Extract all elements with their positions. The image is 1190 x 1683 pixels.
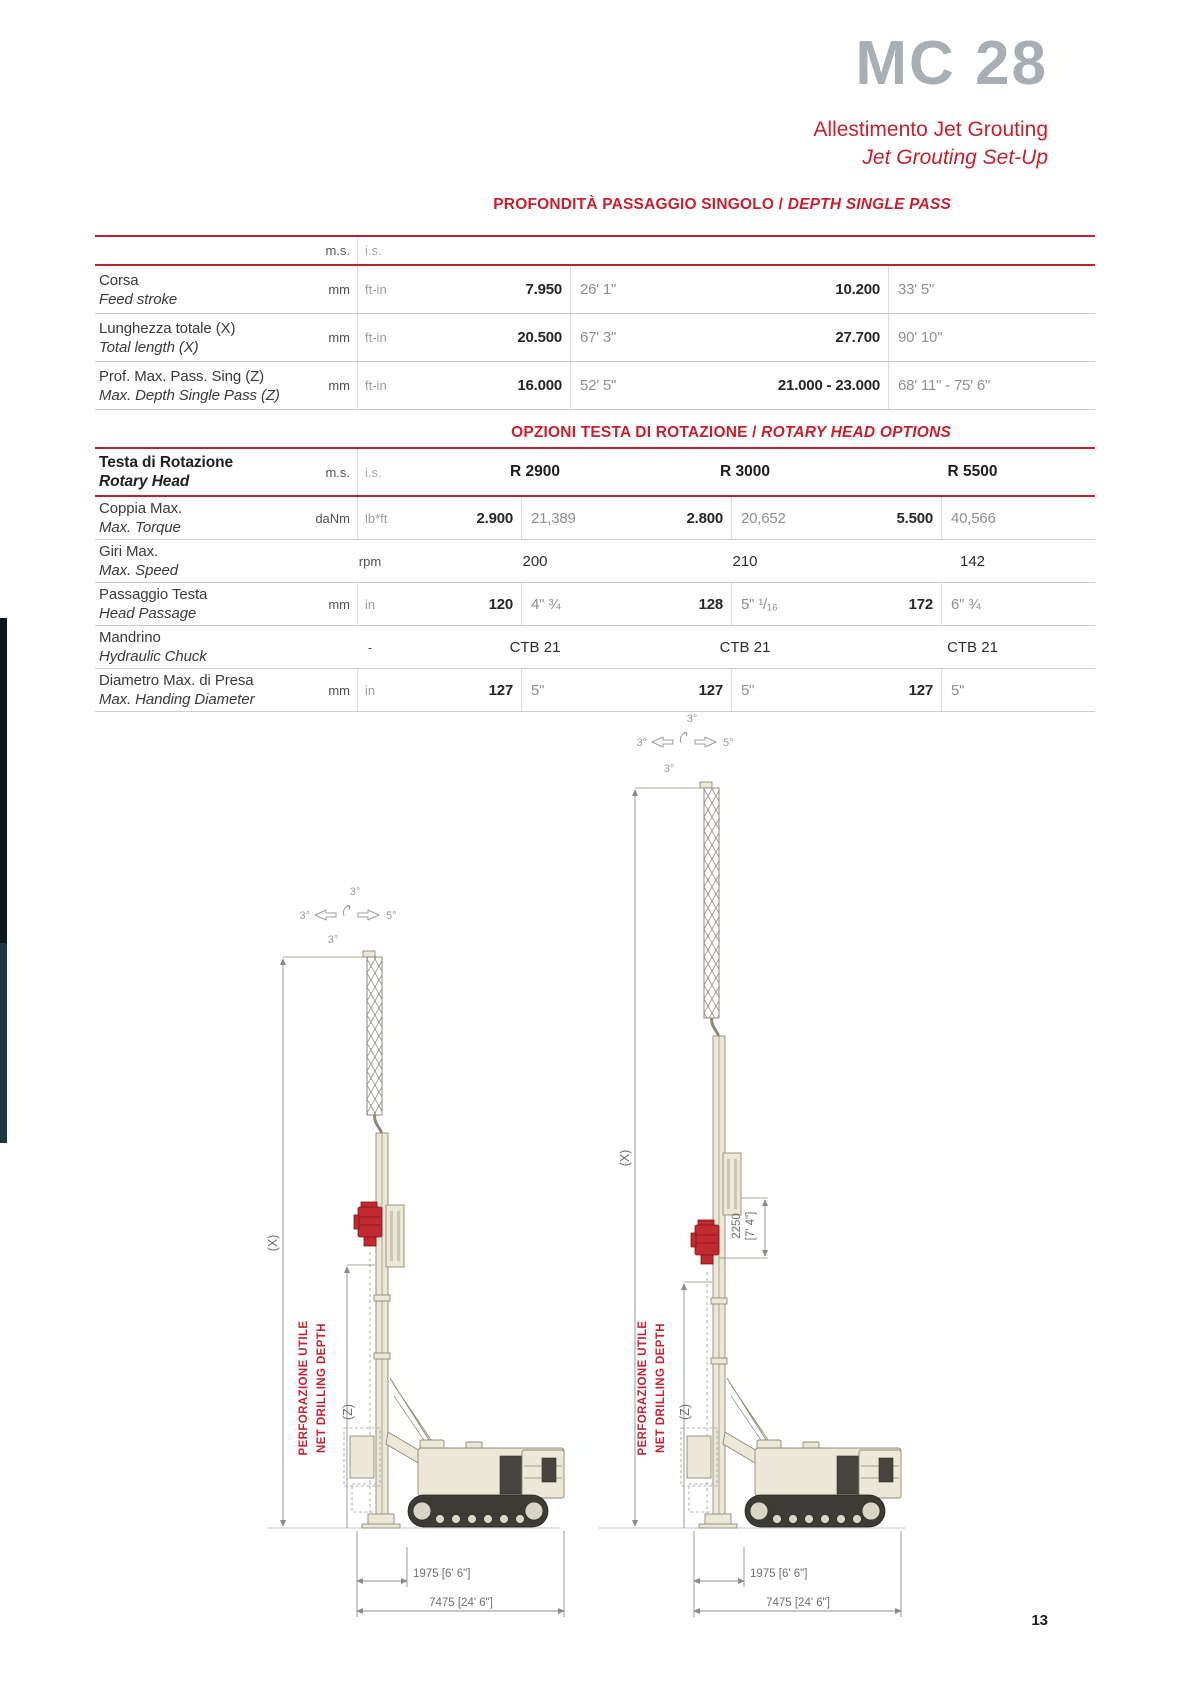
rig-drawing-tall-mast (588, 698, 910, 1625)
angle-top-label: 3° (686, 713, 698, 725)
cell-value-imperial: 90' 10" (888, 314, 1095, 361)
row-label-en: Total length (X) (99, 338, 199, 356)
cell-value-imperial: 21,389 (521, 497, 640, 539)
angle-bottom-label: 3° (327, 934, 339, 946)
angle-top-label: 3° (349, 886, 361, 898)
cell-value-metric: 127 (908, 681, 933, 699)
rotary-table-title (95, 424, 951, 442)
cell-value-imperial: 33' 5" (888, 266, 1095, 313)
row-label-it: Passaggio Testa (99, 586, 208, 603)
cell-value-imperial: 67' 3" (570, 314, 746, 361)
row-label (95, 314, 320, 361)
tilt-left-arrow-icon (652, 737, 673, 747)
cell-value: CTB 21 (947, 638, 998, 656)
rig-drawing-short-mast (255, 875, 565, 1625)
cell-unit-imperial: lb*ft (357, 497, 430, 539)
cell-unit: rpm (358, 553, 382, 569)
dim-x-label: (X) (618, 1149, 632, 1167)
cell-value-imperial: 5" (941, 669, 1095, 711)
row-label-it: Mandrino (99, 629, 161, 646)
table-row (95, 626, 1095, 669)
cell-value-metric: 20.500 (517, 329, 562, 346)
cell-value-imperial: 4" ¾ (521, 583, 640, 625)
row-label-en: Hydraulic Chuck (99, 648, 207, 665)
row-label (95, 669, 310, 711)
cell-value-metric: 120 (488, 595, 513, 613)
dim-7475-label: 7475 [24' 6"] (429, 1597, 493, 1609)
cell-value: CTB 21 (509, 638, 561, 656)
cell-unit-metric: daNm (315, 510, 350, 526)
mast-tilt-annotation (299, 886, 396, 946)
cell-value-metric: 127 (488, 681, 513, 699)
cell-unit-metric: mm (328, 596, 350, 612)
row-label (95, 583, 310, 625)
subtitle-english: Jet Grouting Set-Up (862, 146, 1048, 169)
cell-value-imperial: 40,566 (941, 497, 1095, 539)
row-label (95, 540, 310, 582)
row-label-it: Coppia Max. (99, 500, 183, 517)
angle-left-label: 3° (636, 737, 647, 749)
cell-value-imperial: 5" ¹/₁₆ (731, 583, 850, 625)
header-spacer (746, 237, 888, 264)
row-label-it: Giri Max. (99, 543, 159, 560)
depth-table (95, 235, 1095, 410)
table-row (95, 314, 1095, 362)
cell-value: 142 (959, 552, 986, 570)
cell-unit-metric: mm (328, 378, 350, 393)
row-label-en: Max. Handing Diameter (99, 691, 255, 708)
page-edge-tab-blue (0, 943, 7, 1143)
subtitle-italian: Allestimento Jet Grouting (813, 118, 1048, 141)
depth-table-header (95, 237, 1095, 266)
row-label-en: Head Passage (99, 605, 197, 622)
mast-tilt-annotation (636, 713, 733, 775)
tilt-left-arrow-icon (315, 910, 336, 920)
model-title: MC 28 (855, 29, 1048, 98)
mast-carriage (386, 1205, 404, 1267)
net-drilling-depth-en: NET DRILLING DEPTH (316, 1323, 328, 1453)
page-number: 13 (1031, 1612, 1048, 1629)
col-imperial: i.s. (357, 237, 430, 264)
dim-z-label: (Z) (341, 1404, 355, 1420)
cell-unit-imperial: in (357, 583, 430, 625)
net-drilling-depth-en: NET DRILLING DEPTH (655, 1323, 667, 1453)
cell-value-metric: 7.950 (525, 281, 562, 298)
header-label-en: Rotary Head (99, 473, 190, 490)
cell-unit-imperial: ft-in (357, 266, 430, 313)
cell-value-imperial: 20,652 (731, 497, 850, 539)
row-label-en: Max. Depth Single Pass (Z) (99, 386, 280, 404)
page-edge-tab-dark (0, 618, 7, 943)
cell-value-metric: 2.800 (686, 509, 723, 527)
header-spacer (570, 237, 746, 264)
title-en: DEPTH SINGLE PASS (787, 196, 951, 213)
dim-1975-label: 1975 [6' 6"] (413, 1568, 471, 1580)
cell-unit-imperial: ft-in (357, 362, 430, 409)
row-label (95, 266, 320, 313)
mast (691, 782, 741, 1523)
col-metric: m.s. (325, 243, 350, 258)
cell-unit-metric: mm (328, 282, 350, 297)
cell-value-metric: 21.000 - 23.000 (777, 377, 880, 394)
cell-value-metric: 27.700 (835, 329, 880, 346)
cell-value-imperial: 52' 5" (570, 362, 746, 409)
angle-right-label: 5° (723, 737, 734, 749)
dimension-z (298, 1265, 375, 1528)
angle-left-label: 3° (299, 910, 310, 922)
tilt-rotation-arrow-icon (343, 905, 350, 916)
table-row (95, 497, 1095, 540)
cell-value-metric: 128 (698, 595, 723, 613)
row-label-en: Max. Speed (99, 562, 179, 579)
table-row (95, 266, 1095, 314)
cell-value-metric: 10.200 (835, 281, 880, 298)
header-spacer (430, 237, 570, 264)
cell-value-imperial: 5" (731, 669, 850, 711)
mast-carriage (723, 1153, 741, 1215)
header-spacer (888, 237, 1095, 264)
dimension-z (637, 1282, 712, 1528)
cell-value-metric: 5.500 (896, 509, 933, 527)
cell-value-metric: 127 (698, 681, 723, 699)
row-label-it: Diametro Max. di Presa (99, 672, 254, 689)
row-label-it: Lunghezza totale (X) (99, 319, 236, 337)
row-label-it: Corsa (99, 271, 139, 289)
option-r2900: R 2900 (510, 463, 560, 480)
option-r3000: R 3000 (720, 463, 770, 480)
tilt-rotation-arrow-icon (680, 732, 687, 743)
table-row (95, 362, 1095, 410)
rotary-table (95, 447, 1095, 712)
cell-value: CTB 21 (719, 638, 771, 656)
net-drilling-depth-it: PERFORAZIONE UTILE (298, 1320, 310, 1456)
cell-unit-metric: mm (328, 330, 350, 345)
cell-value-metric: 172 (908, 595, 933, 613)
title-it: PROFONDITÀ PASSAGGIO SINGOLO (493, 196, 775, 213)
row-label-en: Feed stroke (99, 290, 178, 308)
option-r5500: R 5500 (947, 463, 998, 480)
cell-value-imperial: 26' 1" (570, 266, 746, 313)
col-metric: m.s. (325, 464, 350, 480)
dim-1975-label: 1975 [6' 6"] (750, 1568, 808, 1580)
cell-value-imperial: 6" ¾ (941, 583, 1095, 625)
cell-value-metric: 2.900 (476, 509, 513, 527)
dim-2250-value: 2250 (731, 1213, 743, 1239)
header-spacer (95, 237, 320, 264)
title-en: ROTARY HEAD OPTIONS (761, 424, 951, 441)
cell-value-metric: 16.000 (517, 377, 562, 394)
cell-value: 200 (522, 552, 548, 570)
net-drilling-depth-it: PERFORAZIONE UTILE (637, 1320, 649, 1456)
cell-value: 210 (732, 552, 758, 570)
dim-x-label: (X) (266, 1234, 280, 1252)
table-row (95, 583, 1095, 626)
row-label (95, 362, 320, 409)
dim-z-label: (Z) (678, 1404, 692, 1420)
row-label-it: Prof. Max. Pass. Sing (Z) (99, 367, 265, 385)
header-label (95, 449, 310, 495)
cell-unit-imperial: in (357, 669, 430, 711)
tilt-right-arrow-icon (358, 910, 379, 920)
rotary-table-header (95, 449, 1095, 497)
angle-bottom-label: 3° (663, 763, 675, 775)
row-label (95, 497, 310, 539)
dim-2250-imperial: [7' 4"] (745, 1211, 757, 1241)
row-label-en: Max. Torque (99, 519, 181, 536)
header-label-it: Testa di Rotazione (99, 454, 233, 471)
cell-value-imperial: 68' 11" - 75' 6" (888, 362, 1095, 409)
cell-unit: - (367, 639, 373, 655)
col-imperial: i.s. (357, 449, 430, 495)
title-it: OPZIONI TESTA DI ROTAZIONE (511, 424, 748, 441)
dim-7475-label: 7475 [24' 6"] (766, 1597, 830, 1609)
cell-value-imperial: 5" (521, 669, 640, 711)
tilt-right-arrow-icon (695, 737, 716, 747)
table-row (95, 540, 1095, 583)
cell-unit-metric: mm (328, 682, 350, 698)
title-separator: / (747, 424, 762, 441)
depth-table-title (95, 196, 951, 214)
title-separator: / (774, 196, 788, 213)
angle-right-label: 5° (386, 910, 397, 922)
cell-unit-imperial: ft-in (357, 314, 430, 361)
row-label (95, 626, 310, 668)
